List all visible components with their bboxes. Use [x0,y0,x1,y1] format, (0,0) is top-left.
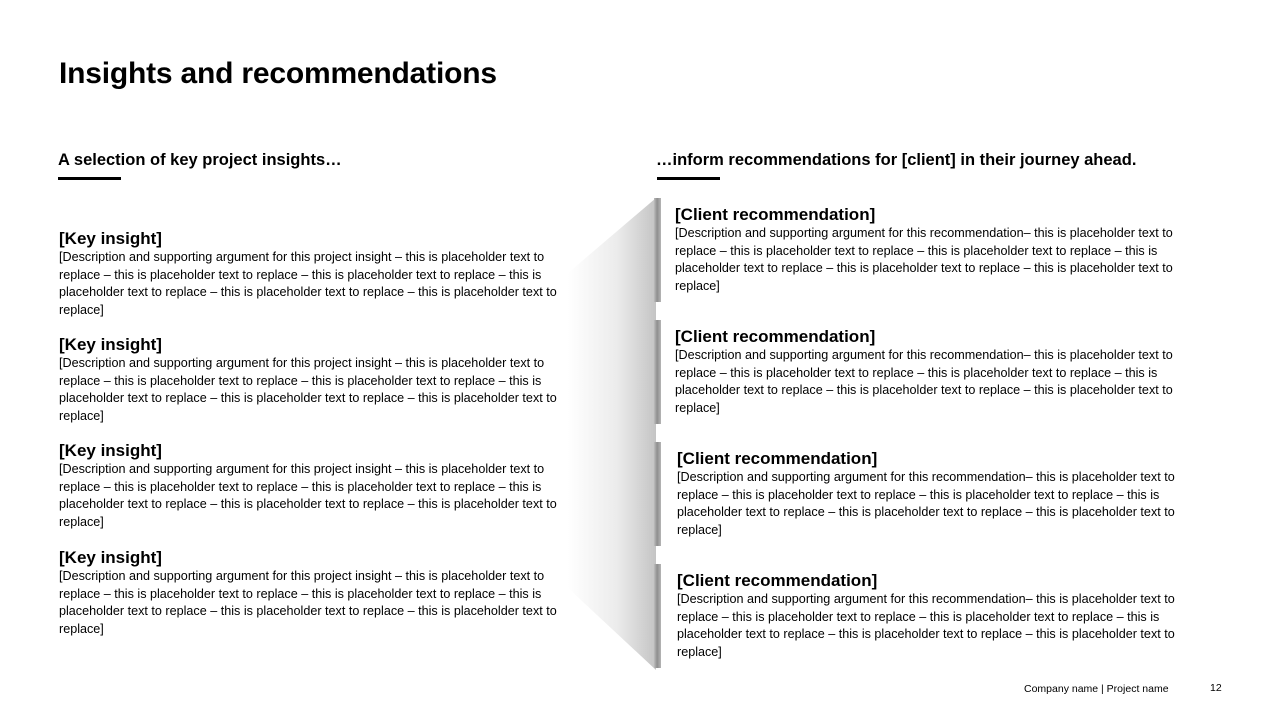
insight-description: [Description and supporting argument for this project insight – this is placeholder text to replace – this is placeholder text to replace – this is placeholder text to replace – this is placeholder text to replace – this is placeholder text to replace – this is placeholder text to replace] [59,250,557,317]
recommendation-title: [Client recommendation] [677,571,878,590]
recommendation-description: [Description and supporting argument for this recommendation– this is placeholder text to replace – this is placeholder text to replace – this is placeholder text to replace – this is placeholder text to replace – this is placeholder text to replace – this is placeholder text to replace] [677,592,1175,659]
recommendation-title: [Client recommendation] [675,205,876,224]
insights-heading: A selection of key project insights… [58,151,342,169]
recommendation-bar [654,320,661,424]
recommendations-heading-underline [657,177,720,180]
insight-title: [Key insight] [59,335,162,354]
recommendation-description: [Description and supporting argument for this recommendation– this is placeholder text to replace – this is placeholder text to replace – this is placeholder text to replace – this is placeholder text to replace – this is placeholder text to replace – this is placeholder text to replace] [675,226,1173,293]
page-title: Insights and recommendations [59,57,497,90]
recommendation-title: [Client recommendation] [675,327,876,346]
insights-heading-underline [58,177,121,180]
recommendation-bar [654,564,661,668]
insight-item [59,334,574,425]
insight-title: [Key insight] [59,229,162,248]
insight-description: [Description and supporting argument for this project insight – this is placeholder text to replace – this is placeholder text to replace – this is placeholder text to replace – this is placeholder text to replace – this is placeholder text to replace – this is placeholder text to replace] [59,462,557,529]
insight-description: [Description and supporting argument for this project insight – this is placeholder text to replace – this is placeholder text to replace – this is placeholder text to replace – this is placeholder text to replace – this is placeholder text to replace – this is placeholder text to replace] [59,356,557,423]
recommendation-item [677,448,1217,539]
page-number: 12 [1210,682,1222,694]
recommendations-heading: …inform recommendations for [client] in their journey ahead. [656,151,1137,169]
recommendation-item [677,570,1217,661]
recommendation-bar [654,442,661,546]
recommendation-title: [Client recommendation] [677,449,878,468]
recommendation-bar [654,198,661,302]
insight-description: [Description and supporting argument for this project insight – this is placeholder text to replace – this is placeholder text to replace – this is placeholder text to replace – this is placeholder text to replace – this is placeholder text to replace – this is placeholder text to replace] [59,569,557,636]
recommendation-description: [Description and supporting argument for this recommendation– this is placeholder text to replace – this is placeholder text to replace – this is placeholder text to replace – this is placeholder text to replace – this is placeholder text to replace – this is placeholder text to replace] [677,470,1175,537]
insight-item [59,228,574,319]
insight-title: [Key insight] [59,548,162,567]
recommendation-item [675,326,1215,417]
footer-company-project: Company name | Project name [1024,683,1169,695]
insight-title: [Key insight] [59,441,162,460]
insight-item [59,547,574,638]
recommendation-description: [Description and supporting argument for this recommendation– this is placeholder text to replace – this is placeholder text to replace – this is placeholder text to replace – this is placeholder text to replace – this is placeholder text to replace – this is placeholder text to replace] [675,348,1173,415]
funnel-connector-graphic [568,198,660,670]
insight-item [59,440,574,531]
recommendation-item [675,204,1215,295]
